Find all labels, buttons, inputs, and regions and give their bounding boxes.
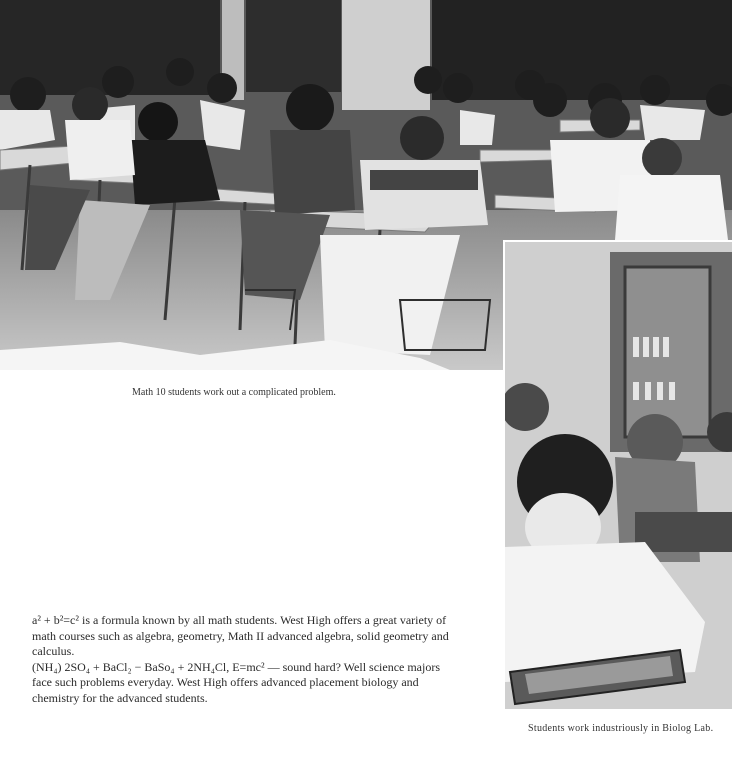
body-paragraph-science: (NH₄) 2SO₄ + BaCl₂ − BaSo₄ + 2NH₄Cl, E=mc² — sound hard? Well science majors face such problems everyday. West High offers advanced placement biology and chemistry for the advanced students. [32,659,441,705]
biology-photo-caption: Students work industriously in Biolog Lab. [528,723,714,734]
body-paragraph-math: a² + b²=c² is a formula known by all math students. West High offers a great variety of math courses such as algebra, geometry, Math II advanced algebra, solid geometry and calculus. [32,613,449,658]
body-text [32,613,457,706]
math-photo-caption: Math 10 students work out a complicated problem. [132,387,336,398]
biology-lab-photo [503,240,732,709]
biology-lab-photo-image [505,242,732,709]
